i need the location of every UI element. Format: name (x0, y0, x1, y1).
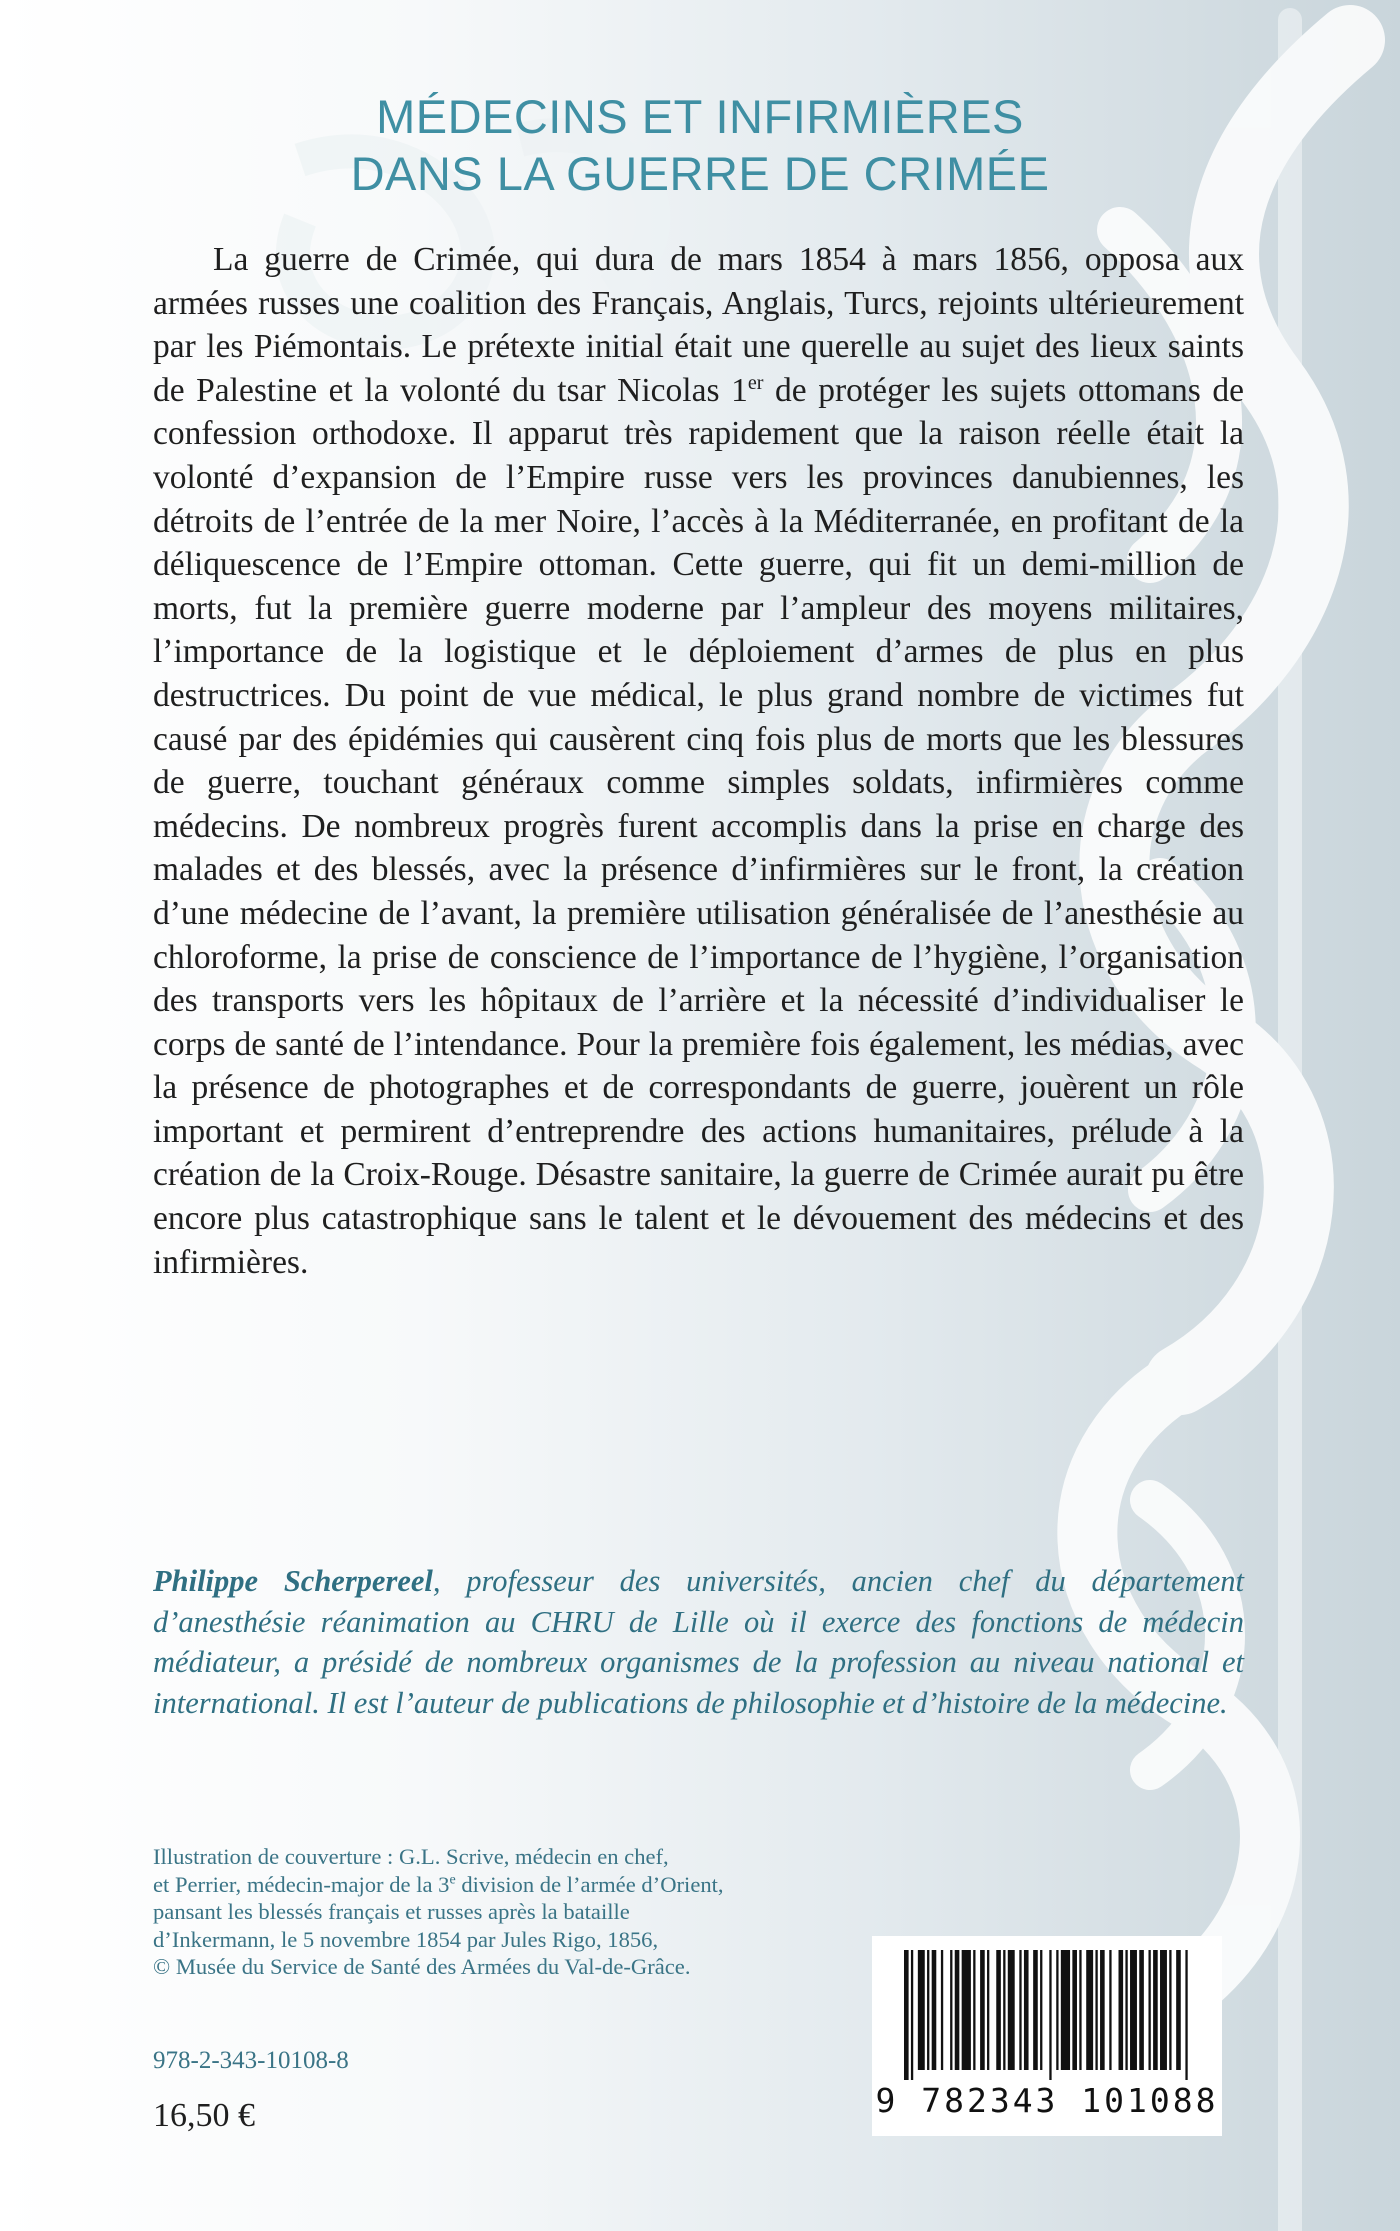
barcode-bar (1086, 1950, 1093, 2070)
credit-line-5: © Musée du Service de Santé des Armées du Val-de-Grâce. (153, 1954, 691, 1980)
barcode (872, 1936, 1222, 2136)
barcode-bar (904, 1950, 909, 2080)
cover-illustration-credit (153, 1843, 913, 1981)
credit-line-2 (153, 1871, 913, 1899)
barcode-bar (911, 1950, 913, 2080)
barcode-bars (904, 1950, 1190, 2080)
price: 16,50 € (153, 2097, 255, 2134)
barcode-bar (1160, 1950, 1167, 2070)
barcode-bar (1125, 1950, 1127, 2070)
barcode-bar (1033, 1950, 1038, 2070)
credit-superscript: e (449, 1872, 456, 1888)
author-bio-paragraph (153, 1561, 1244, 1723)
barcode-bar (1176, 1950, 1181, 2070)
barcode-bar (1109, 1950, 1111, 2070)
barcode-bar (1072, 1950, 1077, 2070)
barcode-bar (1095, 1950, 1097, 2070)
barcode-bar (941, 1950, 943, 2070)
barcode-bar (1119, 1950, 1124, 2070)
book-title (0, 88, 1400, 202)
barcode-bar (973, 1950, 975, 2070)
barcode-bar (918, 1950, 925, 2070)
barcode-bar (962, 1950, 971, 2070)
barcode-bar (1185, 1950, 1187, 2080)
barcode-digits: 9 782343 101088 (875, 2081, 1219, 2120)
barcode-bar (996, 1950, 1001, 2070)
barcode-bar (1169, 1950, 1171, 2070)
barcode-bar (1003, 1950, 1005, 2070)
credit-line-3: pansant les blessés français et russes après la bataille (153, 1899, 630, 1925)
barcode-bar (1148, 1950, 1150, 2070)
title-line-2: DANS LA GUERRE DE CRIMÉE (350, 147, 1050, 200)
author-bio-text: , professeur des universités, ancien chef du département d’anesthésie réanimation au CHRU de Lille où il exerce des fonctions de médecin médiateur, a présidé de nombreux organismes de la profession au niveau national et international. Il est l’auteur de publications de philosophie et d’histoire de la médecine. (153, 1564, 1244, 1720)
barcode-bar (1040, 1950, 1042, 2070)
barcode-bar (1049, 1950, 1051, 2080)
isbn: 978-2-343-10108-8 (153, 2047, 349, 2074)
credit-line-1: Illustration de couverture : G.L. Scrive, médecin en chef, (153, 1844, 669, 1869)
credit-line-2-a: et Perrier, médecin-major de la 3 (153, 1871, 450, 1897)
author-name: Philippe Scherpereel (153, 1564, 433, 1598)
barcode-bar (927, 1950, 929, 2070)
credit-line-4: d’Inkermann, le 5 novembre 1854 par Jules Rigo, 1856, (153, 1926, 659, 1952)
author-bio (153, 1561, 1244, 1723)
summary-part-1: La guerre de Crimée, qui dura de mars 1854 à mars 1856, opposa aux armées russes une coalition des Français, Anglais, Turcs, rejoints ultérieurement par les Piémontais. Le prétexte initial était une querelle au sujet des lieux saints de Palestine et la volonté du tsar Nicolas 1 (153, 241, 1244, 409)
barcode-bar (1139, 1950, 1144, 2070)
barcode-bar (1008, 1950, 1015, 2070)
ordinal-superscript: er (747, 371, 764, 394)
barcode-bar (1100, 1950, 1105, 2070)
barcode-bar (1079, 1950, 1081, 2070)
summary-text (153, 238, 1244, 1284)
summary-part-2: de protéger les sujets ottomans de confession orthodoxe. Il apparut très rapidement que la raison réelle était la volonté d’expansion de l’Empire russe vers les provinces danubiennes, les détroits de l’entrée de la mer Noire, l’accès à la Méditerranée, en profitant de la déliquescence de l’Empire ottoman. Cette guerre, qui fit un demi-million de morts, fut la première guerre moderne par l’ampleur des moyens militaires, l’importance de la logistique et le déploiement d’armes de plus en plus destructrices. Du point de vue médical, le plus grand nombre de victimes fut causé par des épidémies qui causèrent cinq fois plus de morts que les blessures de guerre, touchant généraux comme simples soldats, infirmières comme médecins. De nombreux progrès furent accomplis dans la prise en charge des malades et des blessés, avec la présence d’infirmières sur le front, la création d’une médecine de l’avant, la première utilisation généralisée de l’anesthésie au chloroforme, la prise de conscience de l’importance de l’hygiène, l’organisation des transports vers les hôpitaux de l’arrière et la nécessité d’individualiser le corps de santé de l’intendance. Pour la première fois également, les médias, avec la présence de photographes et de correspondants de guerre, jouèrent un rôle important et permirent d’entreprendre des actions humanitaires, prélude à la création de la Croix-Rouge. Désastre sanitaire, la guerre de Crimée aurait pu être encore plus catastrophique sans le talent et le dévouement des médecins et des infirmières. (153, 371, 1244, 1281)
barcode-bar (955, 1950, 960, 2070)
barcode-bar (980, 1950, 985, 2070)
barcode-bar (932, 1950, 937, 2070)
barcode-bar (1153, 1950, 1158, 2070)
barcode-bar (1130, 1950, 1137, 2070)
barcode-bar (1019, 1950, 1021, 2070)
title-line-1: MÉDECINS ET INFIRMIÈRES (376, 90, 1024, 143)
barcode-bar (987, 1950, 989, 2070)
barcode-bar (1061, 1950, 1070, 2070)
summary-paragraph (153, 238, 1244, 1284)
barcode-bar (1056, 1950, 1058, 2070)
credit-line-2-b: division de l’armée d’Orient, (455, 1871, 724, 1897)
barcode-bar (950, 1950, 952, 2070)
barcode-bar (1024, 1950, 1029, 2070)
